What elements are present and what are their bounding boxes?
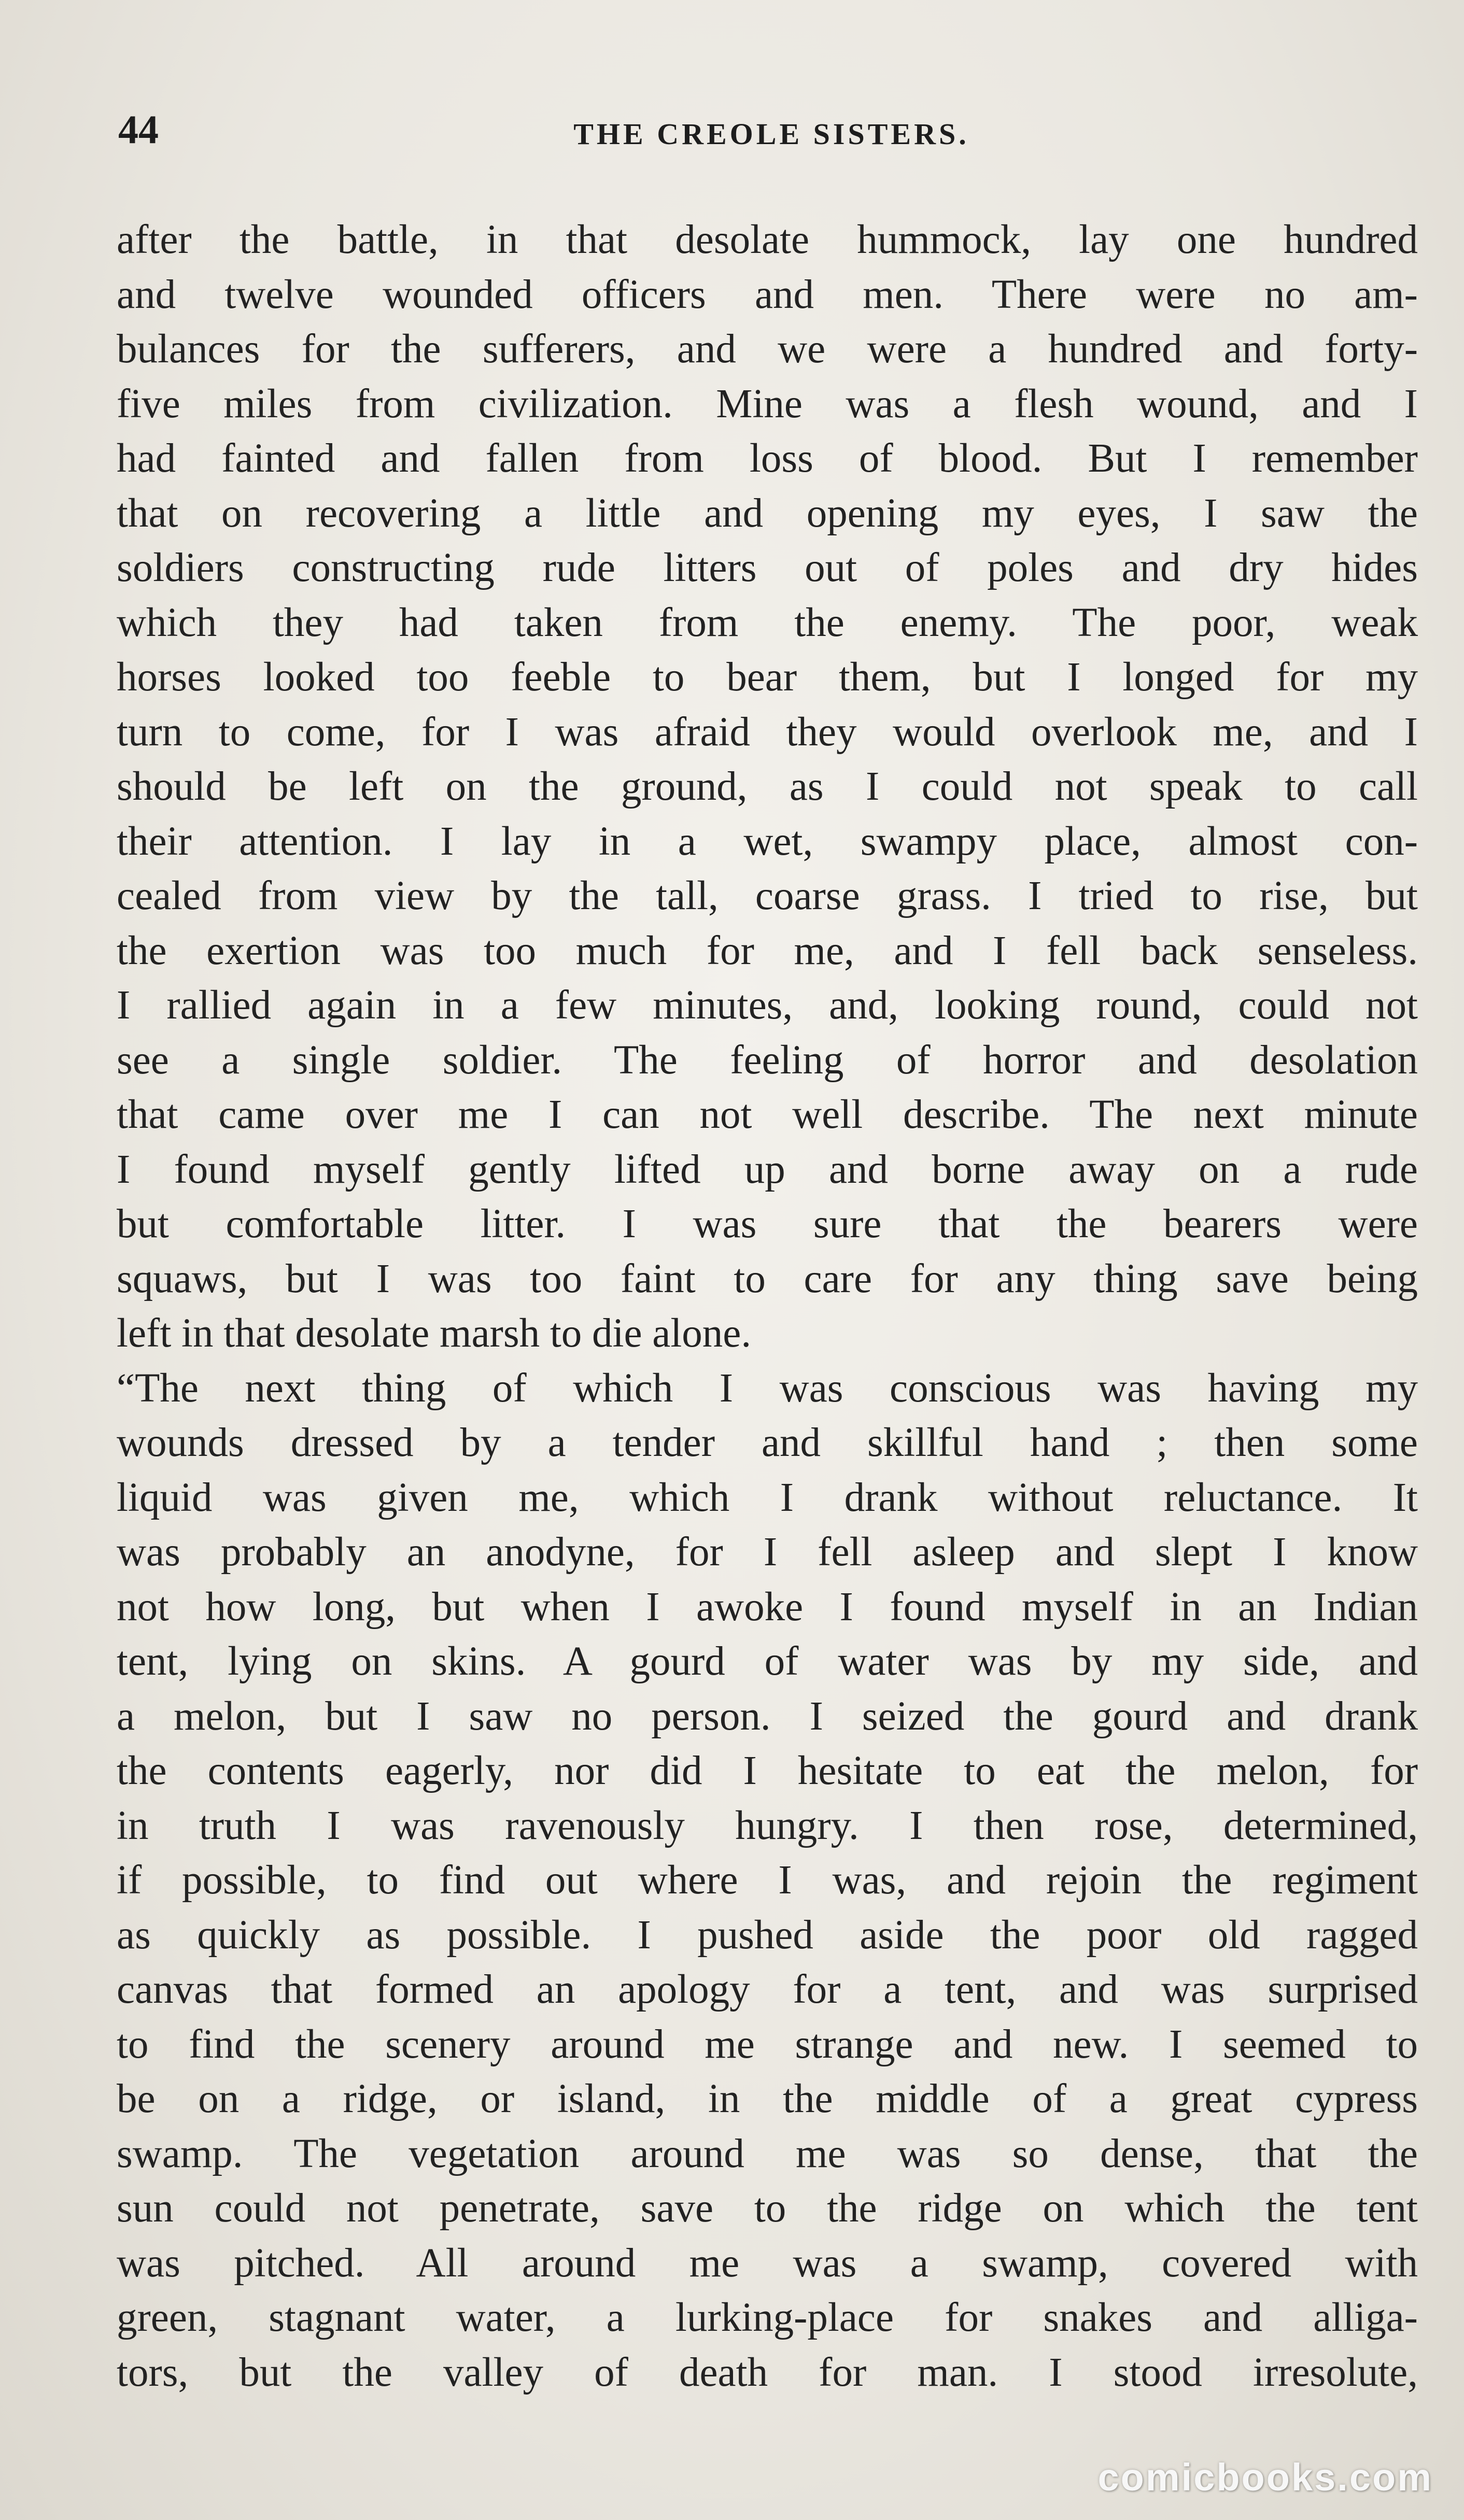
text-line: was probably an anodyne, for I fell asleep and slept I know: [117, 1530, 1418, 1575]
text-line: bulances for the sufferers, and we were a hundred and forty-: [117, 327, 1418, 372]
text-line: tors, but the valley of death for man. I stood irresolute,: [117, 2349, 1418, 2395]
text-line: was pitched. All around me was a swamp, covered with: [117, 2240, 1418, 2286]
text-line: their attention. I lay in a wet, swampy place, almost con-: [117, 818, 1418, 864]
text-line: in truth I was ravenously hungry. I then rose, determined,: [117, 1803, 1418, 1848]
text-line: not how long, but when I awoke I found myself in an Indian: [117, 1584, 1418, 1630]
text-line: see a single soldier. The feeling of horror and desolation: [117, 1037, 1418, 1083]
text-line: if possible, to find out where I was, and rejoin the regiment: [117, 1858, 1418, 1903]
page-header: [118, 106, 1425, 158]
text-line: that came over me I can not well describe. The next minute: [117, 1092, 1418, 1137]
text-line: I found myself gently lifted up and borne away on a rude: [117, 1146, 1418, 1192]
text-line: liquid was given me, which I drank without reluctance. It: [117, 1475, 1418, 1520]
text-line: but comfortable litter. I was sure that the bearers were: [117, 1201, 1418, 1247]
running-title: THE CREOLE SISTERS.: [573, 117, 969, 151]
text-line: to find the scenery around me strange and new. I seemed to: [117, 2021, 1418, 2067]
text-line: squaws, but I was too faint to care for any thing save being: [117, 1256, 1418, 1301]
text-line: and twelve wounded officers and men. There were no am-: [117, 272, 1418, 317]
watermark: comicbooks.com: [1097, 2456, 1433, 2499]
text-line: a melon, but I saw no person. I seized the gourd and drank: [117, 1693, 1418, 1739]
text-line: the contents eagerly, nor did I hesitate to eat the melon, for: [117, 1748, 1418, 1793]
text-line: that on recovering a little and opening my eyes, I saw the: [117, 490, 1418, 536]
text-line: sun could not penetrate, save to the ridge on which the tent: [117, 2186, 1418, 2231]
text-line: which they had taken from the enemy. The poor, weak: [117, 600, 1418, 645]
text-line: I rallied again in a few minutes, and, looking round, could not: [117, 983, 1418, 1028]
text-line: horses looked too feeble to bear them, but I longed for my: [117, 655, 1418, 700]
text-line: turn to come, for I was afraid they would overlook me, and I: [117, 709, 1418, 755]
text-line: after the battle, in that desolate hummock, lay one hundred: [117, 217, 1418, 262]
text-line: wounds dressed by a tender and skillful hand ; then some: [117, 1420, 1418, 1465]
text-line: cealed from view by the tall, coarse grass. I tried to rise, but: [117, 873, 1418, 918]
text-line: soldiers constructing rude litters out of poles and dry hides: [117, 545, 1418, 590]
text-line: be on a ridge, or island, in the middle of a great cypress: [117, 2076, 1418, 2121]
text-line: should be left on the ground, as I could not speak to call: [117, 764, 1418, 809]
page-number: 44: [118, 107, 159, 152]
text-line: the exertion was too much for me, and I fell back senseless.: [117, 928, 1418, 973]
text-line: had fainted and fallen from loss of blood. But I remember: [117, 436, 1418, 481]
body-text: [117, 213, 1418, 2400]
text-line: “The next thing of which I was conscious was having my: [117, 1365, 1418, 1411]
text-line: swamp. The vegetation around me was so dense, that the: [117, 2131, 1418, 2176]
text-line: five miles from civilization. Mine was a flesh wound, and I: [117, 381, 1418, 427]
text-line: tent, lying on skins. A gourd of water was by my side, and: [117, 1639, 1418, 1684]
text-line: green, stagnant water, a lurking-place for snakes and alliga-: [117, 2295, 1418, 2340]
text-line: as quickly as possible. I pushed aside the poor old ragged: [117, 1912, 1418, 1958]
text-line: canvas that formed an apology for a tent, and was surprised: [117, 1967, 1418, 2012]
text-line: left in that desolate marsh to die alone.: [117, 1311, 752, 1356]
